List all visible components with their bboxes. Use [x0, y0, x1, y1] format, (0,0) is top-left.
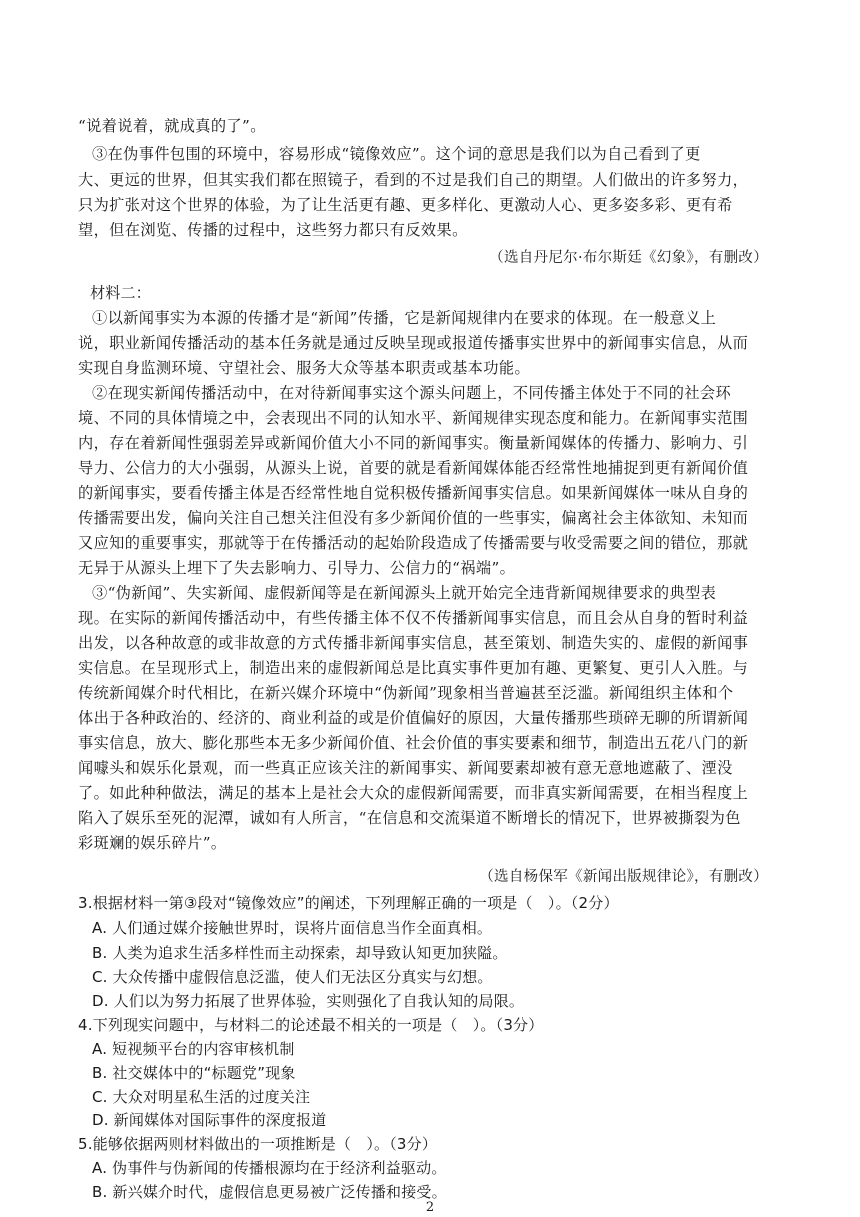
passage2-line: 陷入了娱乐至死的泥潭，诚如有人所言，“在信息和交流渠道不断增长的情况下，世界被撕裂为色 [78, 809, 741, 827]
passage2-line: 传播需要出发，偏向关注自己想关注但没有多少新闻价值的一些事实，偏离社会主体欲知、未知而 [78, 509, 749, 527]
question-4-stem: 4.下列现实问题中，与材料二的论述最不相关的一项是（ ）。（3分） [78, 1016, 544, 1034]
question-4-option-a[interactable]: A. 短视频平台的内容审核机制 [92, 1040, 295, 1058]
passage2-line: 无异于从源头上埋下了失去影响力、引导力、公信力的“祸端”。 [78, 559, 516, 577]
passage1-source: （选自丹尼尔·布尔斯廷《幻象》，有删改） [489, 250, 768, 266]
question-5-option-a[interactable]: A. 伪事件与伪新闻的传播根源均在于经济利益驱动。 [92, 1159, 447, 1177]
passage2-line: 内，存在着新闻性强弱差异或新闻价值大小不同的新闻事实。衡量新闻媒体的传播力、影响力、引 [78, 434, 749, 452]
passage1-line: 望，但在浏览、传播的过程中，这些努力都只有反效果。 [78, 221, 468, 239]
passage2-line: ①以新闻事实为本源的传播才是“新闻”传播，它是新闻规律内在要求的体现。在一般意义上 [92, 309, 717, 327]
passage2-line: 的新闻事实，要看传播主体是否经常性地自觉积极传播新闻事实信息。如果新闻媒体一味从自身的 [78, 484, 749, 502]
passage2-line: 实现自身监测环境、守望社会、服务大众等基本职责或基本功能。 [78, 359, 531, 377]
passage2-line: 彩斑斓的娱乐碎片”。 [78, 834, 227, 852]
passage2-line: 实信息。在呈现形式上，制造出来的虚假新闻总是比真实事件更加有趣、更繁复、更引人入胜。与 [78, 659, 749, 677]
question-3-option-c[interactable]: C. 大众传播中虚假信息泛滥，使人们无法区分真实与幻想。 [92, 968, 493, 986]
passage2-line: 境、不同的具体情境之中，会表现出不同的认知水平、新闻规律实现态度和能力。在新闻事实范围 [78, 409, 749, 427]
question-4-option-c[interactable]: C. 大众对明星私生活的过度关注 [92, 1088, 311, 1106]
passage1-line: 大、更远的世界，但其实我们都在照镜子，看到的不过是我们自己的期望。人们做出的许多努力， [78, 171, 749, 189]
question-3-option-a[interactable]: A. 人们通过媒介接触世界时，误将片面信息当作全面真相。 [92, 919, 493, 937]
passage1-line: “说着说着，就成真的了”。 [78, 117, 266, 135]
passage2-line: 又应知的重要事实，那就等于在传播活动的起始阶段造成了传播需要与收受需要之间的错位，那就 [78, 534, 749, 552]
question-5-option-b[interactable]: B. 新兴媒介时代，虚假信息更易被广泛传播和接受。 [92, 1183, 447, 1201]
passage1-line: ③在伪事件包围的环境中，容易形成“镜像效应”。这个词的意思是我们以为自己看到了更 [92, 145, 701, 163]
passage2-line: ③“伪新闻”、失实新闻、虚假新闻等是在新闻源头上就开始完全违背新闻规律要求的典型表 [92, 584, 717, 602]
passage2-heading: 材料二： [90, 284, 151, 302]
passage2-line: 现。在实际的新闻传播活动中，有些传播主体不仅不传播新闻事实信息，而且会从自身的暂时利益 [78, 609, 749, 627]
passage2-line: 说，职业新闻传播活动的基本任务就是通过反映呈现或报道传播事实世界中的新闻事实信息，从而 [78, 334, 749, 352]
question-4-option-d[interactable]: D. 新闻媒体对国际事件的深度报道 [92, 1111, 327, 1129]
question-3-option-b[interactable]: B. 人类为追求生活多样性而主动探索，却导致认知更加狭隘。 [92, 944, 508, 962]
question-5-stem: 5.能够依据两则材料做出的一项推断是（ ）。（3分） [78, 1135, 438, 1153]
passage2-line: ②在现实新闻传播活动中，在对待新闻事实这个源头问题上，不同传播主体处于不同的社会环 [92, 384, 732, 402]
question-4-option-b[interactable]: B. 社交媒体中的“标题党”现象 [92, 1064, 296, 1082]
passage2-line: 传统新闻媒介时代相比，在新兴媒介环境中“伪新闻”现象相当普遍甚至泛滥。新闻组织主体和个 [78, 684, 734, 702]
passage2-line: 了。如此种种做法，满足的基本上是社会大众的虚假新闻需要，而非真实新闻需要，在相当程度上 [78, 784, 749, 802]
passage1-line: 只为扩张对这个世界的体验，为了让生活更有趣、更多样化、更激动人心、更多姿多彩、更有希 [78, 196, 733, 214]
passage2-line: 闻噱头和娱乐化景观，而一些真正应该关注的新闻事实、新闻要素却被有意无意地遮蔽了、湮没 [78, 759, 733, 777]
question-3-stem: 3.根据材料一第③段对“镜像效应”的阐述，下列理解正确的一项是（ ）。（2分） [78, 894, 619, 912]
passage2-line: 体出于各种政治的、经济的、商业利益的或是价值偏好的原因，大量传播那些琐碎无聊的所谓新闻 [78, 709, 749, 727]
passage2-line: 出发，以各种故意的或非故意的方式传播非新闻事实信息，甚至策划、制造失实的、虚假的新闻事 [78, 634, 749, 652]
passage2-line: 导力、公信力的大小强弱，从源头上说，首要的就是看新闻媒体能否经常性地捕捉到更有新闻价值 [78, 459, 749, 477]
passage2-line: 事实信息，放大、膨化那些本无多少新闻价值、社会价值的事实要素和细节，制造出五花八门的新 [78, 734, 749, 752]
page-number: 2 [425, 1200, 435, 1215]
passage2-source: （选自杨保军《新闻出版规律论》，有删改） [479, 869, 768, 885]
question-3-option-d[interactable]: D. 人们以为努力拓展了世界体验，实则强化了自我认知的局限。 [92, 992, 525, 1010]
